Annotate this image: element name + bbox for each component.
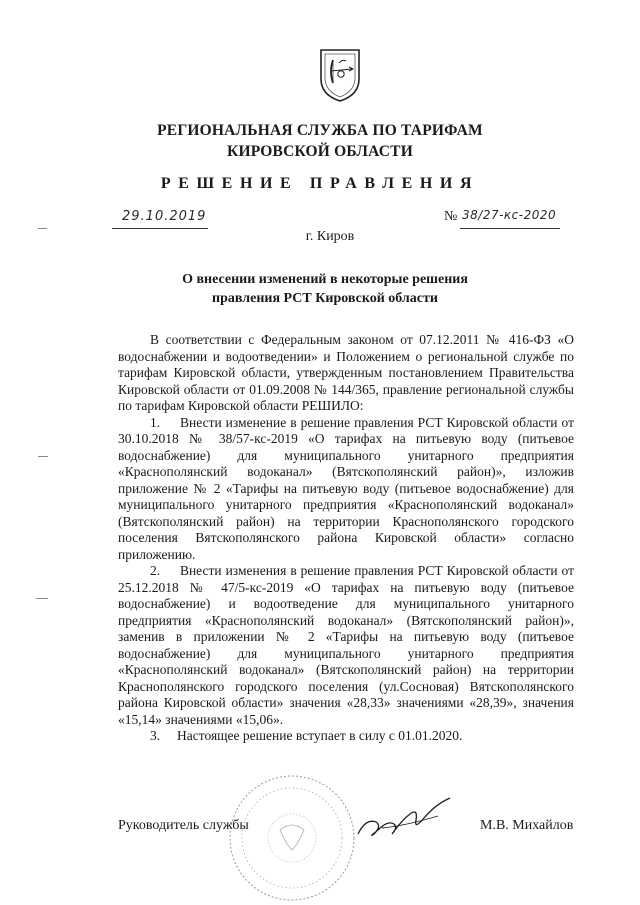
number-label: № (444, 209, 458, 224)
subject-line1: О внесении изменений в некоторые решения (182, 272, 468, 287)
org-name-line2: КИРОВСКОЙ ОБЛАСТИ (227, 143, 413, 160)
document-date: 29.10.2019 (122, 209, 207, 224)
official-stamp-icon (222, 770, 362, 905)
coat-of-arms-icon (318, 47, 362, 103)
city: г. Киров (305, 229, 355, 244)
preamble-paragraph: В соответствии с Федеральным законом от 07.12.2011 № 416-ФЗ «О водоснабжении и водоотведении» и Положением о региональной службе по тарифам Кировской области, утвержденным постановлением Правительства Кировской области от 01.09.2008 № 144/365, правление региональной службы по тарифам Кировской области РЕШИЛО: (118, 332, 574, 413)
scan-artifact (36, 598, 48, 599)
subject-line2: правления РСТ Кировской области (212, 291, 438, 306)
decision-item-1: 1. Внести изменение в решение правления РСТ Кировской области от 30.10.2018 № 38/57-кс-2019 «О тарифах на питьевую воду (питьевое водоснабжение) для муниципального унитарного предприятия «Краснополянский водоканал» (Вятскополянский район)», изложив приложение № 2 «Тарифы на питьевую воду (питьевое водоснабжение) для муниципального унитарного предприятия «Краснополянский водоканал» (Вятскополянский район) на территории Краснополянского городского поселения Вятскополянского района Кировской области» согласно приложению. (118, 414, 574, 562)
scan-artifact (38, 228, 47, 229)
document-type-heading: РЕШЕНИЕ ПРАВЛЕНИЯ (160, 175, 480, 192)
decision-item-3: 3. Настоящее решение вступает в силу с 01.01.2020. (150, 728, 463, 743)
document-number: 38/27-кс-2020 (462, 208, 557, 222)
org-name-line1: РЕГИОНАЛЬНАЯ СЛУЖБА ПО ТАРИФАМ (157, 122, 483, 139)
signatory-name: М.В. Михайлов (480, 818, 574, 833)
scan-artifact (38, 456, 48, 457)
handwritten-signature-icon (352, 790, 462, 850)
decision-item-2: 2. Внести изменения в решение правления РСТ Кировской области от 25.12.2018 № 47/5-кс-2019 «О тарифах на питьевую воду (питьевое водоснабжение) и водоотведение для муниципального унитарного предприятия «Краснополянский водоканал» (Вятскополянский район)», заменив в приложении № 2 «Тарифы на питьевую воду (питьевое водоснабжение) для муниципального унитарного предприятия «Краснополянский водоканал» (Вятскополянский район) на территории Краснополянского городского поселения (ул.Сосновая) Вятскополянского района Кировской области» значения «28,33» значениями «28,39», значения «15,14» значениями «15,06». (118, 563, 574, 727)
signatory-position: Руководитель службы (118, 818, 249, 833)
document-body (118, 332, 574, 745)
